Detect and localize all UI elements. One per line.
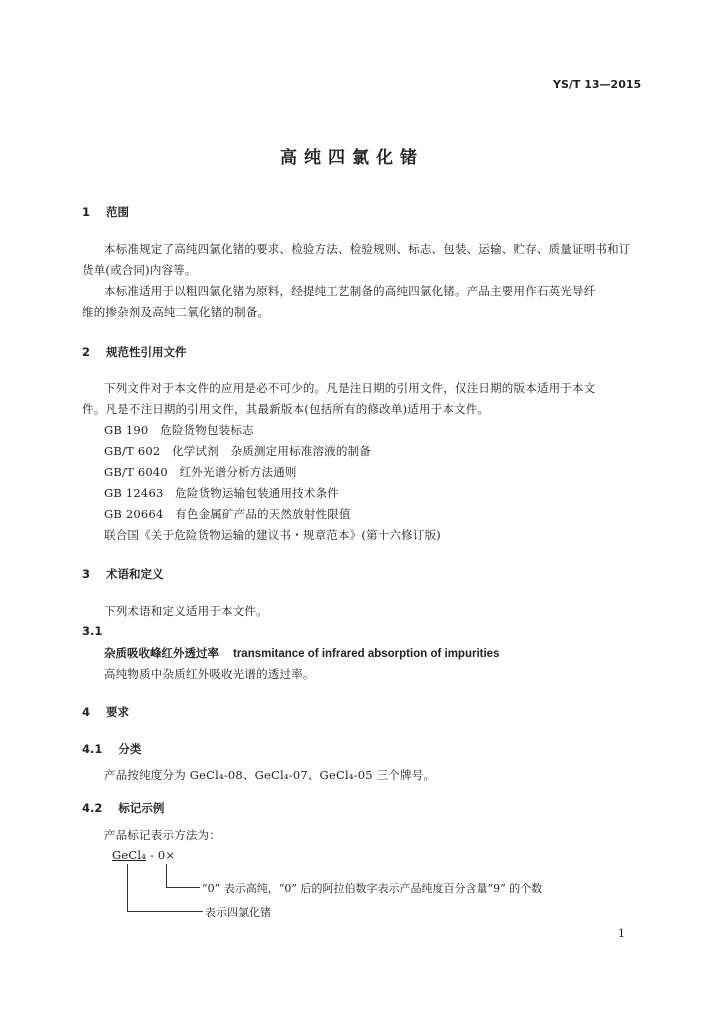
mark-note-compound: 表示四氯化锗 — [205, 906, 271, 919]
reference-item: GB 12463 危险货物运输包装通用技术条件 — [104, 486, 339, 500]
section-title: 规范性引用文件 — [106, 345, 187, 359]
section-title: 术语和定义 — [106, 567, 164, 581]
subsection-4-1-heading — [82, 741, 141, 757]
mark-note-purity: “0” 表示高纯，“0” 后的阿拉伯数字表示产品纯度百分含量“9” 的个数 — [202, 882, 543, 895]
standard-number: YS/T 13—2015 — [553, 78, 642, 91]
paragraph-continued: 货单(或合同)内容等。 — [82, 263, 197, 277]
section-number: 2 — [82, 345, 91, 359]
subsection-4-2-heading — [82, 800, 164, 816]
paragraph-continued: 维的掺杂剂及高纯二氧化锗的制备。 — [82, 305, 270, 319]
subsection-title: 分类 — [118, 742, 142, 756]
paragraph: 产品按纯度分为 GeCl₄-08、GeCl₄-07、GeCl₄-05 三个牌号。 — [104, 768, 436, 782]
section-4-heading — [82, 704, 129, 720]
subsection-number: 4.2 — [82, 801, 103, 815]
reference-item: GB/T 6040 红外光谱分析方法通则 — [104, 465, 297, 479]
paragraph: 本标准规定了高纯四氯化锗的要求、检验方法、检验规则、标志、包装、运输、贮存、质量证明书和订 — [104, 242, 631, 256]
subsection-number: 4.1 — [82, 742, 103, 756]
paragraph: 下列文件对于本文件的应用是必不可少的。凡是注日期的引用文件，仅注日期的版本适用于本文 — [104, 381, 596, 395]
page-number: 1 — [618, 927, 625, 940]
section-2-heading — [82, 344, 187, 360]
section-1-heading — [82, 204, 129, 220]
subsection-title: 标记示例 — [118, 801, 165, 815]
paragraph: 下列术语和定义适用于本文件。 — [104, 604, 268, 618]
leader-line-vertical-2 — [127, 864, 128, 912]
paragraph: 本标准适用于以粗四氯化锗为原料，经提纯工艺制备的高纯四氯化锗。产品主要用作石英光导纤 — [104, 284, 596, 298]
leader-line-horizontal-2 — [127, 911, 203, 912]
mark-code: GeCl₄ — [112, 848, 147, 862]
section-title: 要求 — [106, 705, 130, 719]
term-english: transmitance of infrared absorption of impurities — [233, 648, 500, 660]
subsection-number: 3.1 — [82, 624, 103, 638]
section-title: 范围 — [106, 205, 130, 219]
section-number: 3 — [82, 567, 91, 581]
reference-item: 联合国《关于危险货物运输的建议书・规章范本》(第十六修订版) — [104, 528, 441, 542]
paragraph-continued: 件。凡是不注日期的引用文件，其最新版本(包括所有的修改单)适用于本文件。 — [82, 402, 490, 416]
section-number: 4 — [82, 705, 91, 719]
term-chinese: 杂质吸收峰红外透过率 — [104, 646, 219, 660]
term-entry — [104, 645, 499, 661]
mark-suffix: - 0× — [146, 848, 176, 862]
document-title: 高纯四氯化锗 — [280, 148, 424, 168]
paragraph: 产品标记表示方法为： — [104, 828, 221, 842]
section-number: 1 — [82, 205, 91, 219]
term-definition: 高纯物质中杂质红外吸收光谱的透过率。 — [104, 667, 315, 681]
reference-item: GB 20664 有色金属矿产品的天然放射性限值 — [104, 507, 351, 521]
mark-example — [112, 848, 175, 862]
leader-line-vertical-1 — [166, 864, 167, 888]
reference-item: GB/T 602 化学试剂 杂质测定用标准溶液的制备 — [104, 444, 371, 458]
leader-line-horizontal-1 — [166, 887, 200, 888]
section-3-heading — [82, 566, 164, 582]
reference-item: GB 190 危险货物包装标志 — [104, 423, 254, 437]
